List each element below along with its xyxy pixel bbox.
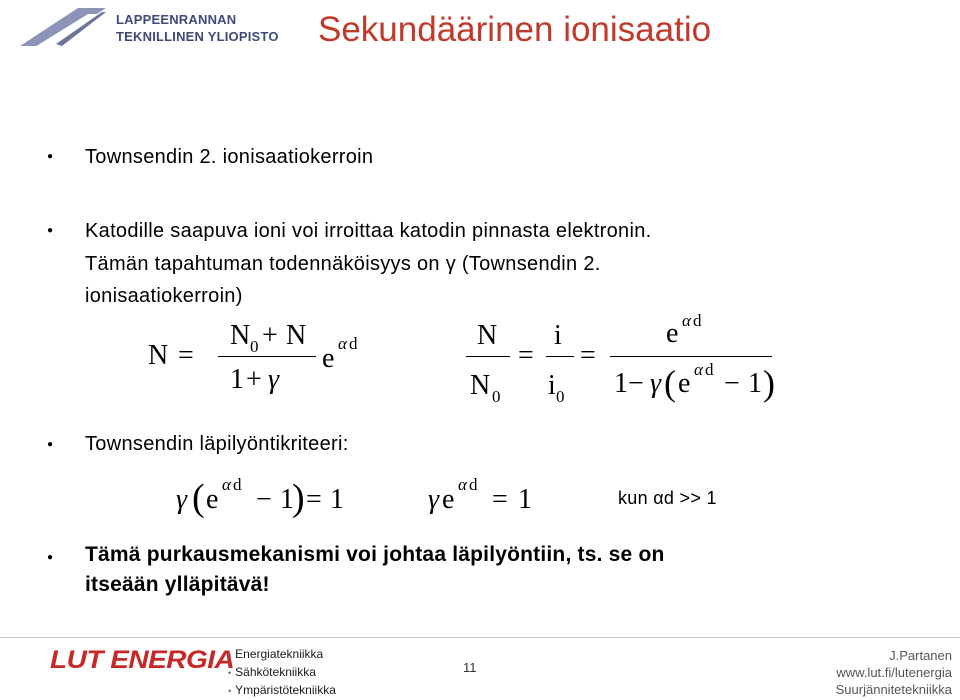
conclusion-line1: Tämä purkausmekanismi voi johtaa läpilyöntiin, ts. se on xyxy=(85,543,665,566)
bullet-dot: ● xyxy=(47,151,54,162)
lut-wing-icon xyxy=(18,6,108,52)
bullet-text-townsend-2: Townsendin 2. ionisaatiokerroin xyxy=(85,146,374,168)
footer-divider xyxy=(0,637,960,638)
footer-credits xyxy=(836,647,952,698)
page-title: Sekundäärinen ionisaatio xyxy=(318,10,712,49)
bullet-text-criterion: Townsendin läpilyöntikriteeri: xyxy=(85,433,349,455)
university-logo xyxy=(18,6,279,52)
website-link[interactable]: www.lut.fi/lutenergia xyxy=(836,665,952,680)
lut-energia-logo: LUT ENERGIA xyxy=(50,645,235,674)
bullet-dot: ● xyxy=(47,439,54,450)
bullet-text-line1: Katodille saapuva ioni voi irroittaa katodin pinnasta elektronin. xyxy=(85,220,652,242)
department-list xyxy=(228,646,336,700)
page-number: 11 xyxy=(463,660,477,675)
department-item: • Energiatekniikka xyxy=(228,646,336,664)
department-item: • Sähkötekniikka xyxy=(228,664,336,682)
department-item: • Ympäristötekniikka xyxy=(228,682,336,700)
bullet-dot: ● xyxy=(47,225,54,236)
bullet-text-line2: Tämän tapahtuman todennäköisyys on γ (Townsendin 2. xyxy=(85,253,601,275)
bullet-text-line3: ionisaatiokerroin) xyxy=(85,285,243,307)
condition-note: kun αd >> 1 xyxy=(618,488,717,508)
university-name-line2: TEKNILLINEN YLIOPISTO xyxy=(116,29,279,44)
university-name-line1: LAPPEENRANNAN xyxy=(116,12,237,27)
author-name: J.Partanen xyxy=(889,648,952,663)
bullet-dot: ● xyxy=(47,552,54,563)
unit-name: Suurjännitetekniikka xyxy=(835,682,952,697)
conclusion-line2: itseään ylläpitävä! xyxy=(85,573,270,596)
